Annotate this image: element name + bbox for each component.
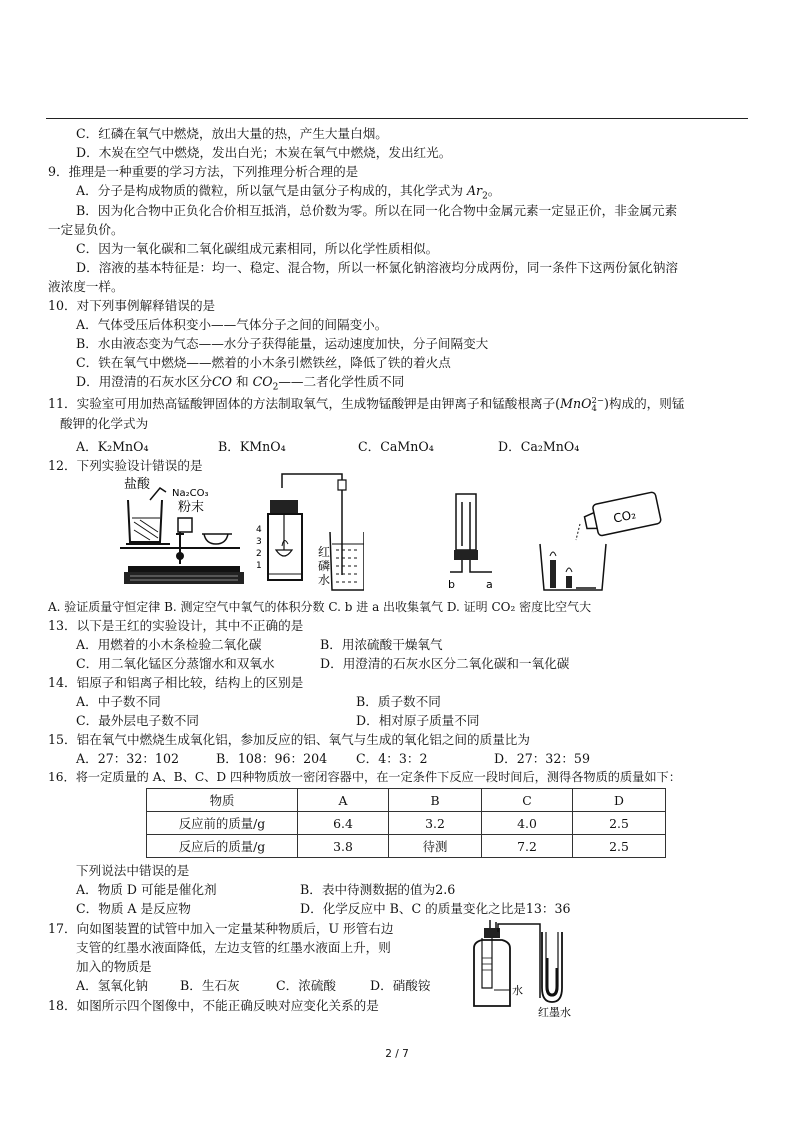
q13-option-a: A．用燃着的小木条检验二氧化碳 [76,637,262,652]
q17-option-b: B．生石灰 [180,978,240,993]
q11-stem-line2: 酸钾的化学式为 [60,416,149,431]
na2co3-label: Na₂CO₃ [172,488,209,499]
q17-stem-line2: 支管的红墨水液面降低，左边支管的红墨水液面上升，则 [76,940,391,955]
table-header-cell: A [298,789,389,812]
q14-option-b: B．质子数不同 [356,694,441,709]
mass-table [146,788,666,858]
mark-4: 4 [256,525,262,535]
q10-stem: 10．对下列事例解释错误的是 [48,298,216,313]
q12-figure-caption: A. 验证质量守恒定律 B. 测定空气中氧气的体积分数 C. b 进 a 出收集氧气 D. 证明 CO₂ 密度比空气大 [48,600,592,614]
q10d-and: 和 [232,374,253,389]
powder-label: 粉末 [178,500,205,515]
q16-option-c: C．物质 A 是反应物 [76,901,191,916]
table-cell: 待测 [389,835,482,858]
q10d-co2-sub: 2 [272,382,279,393]
table-cell: 反应前的质量/g [147,812,298,835]
q15-option-a: A．27：32：102 [76,751,179,766]
red-ink-label: 红墨水 [538,1006,571,1018]
q11-option-b: B．KMnO₄ [218,439,286,454]
q13-stem: 13．以下是王红的实验设计，其中不正确的是 [48,618,304,633]
q10d-co2: CO [252,374,273,389]
q17-option-a: A．氢氧化钠 [76,978,149,993]
q14-option-a: A．中子数不同 [76,694,161,709]
q11-ion-sub: 4 [591,403,597,414]
q17-stem-line3: 加入的物质是 [76,959,152,974]
q10-option-a: A．气体受压后体积变小——气体分子之间的间隔变小。 [76,317,388,332]
q16-option-a: A．物质 D 可能是催化剂 [76,882,217,897]
mark-2: 2 [256,549,262,559]
table-header-row [147,789,666,812]
q15-option-c: C．4：3：2 [356,751,428,766]
q18-stem: 18．如图所示四个图像中，不能正确反映对应变化关系的是 [48,998,379,1013]
q11-option-d: D．Ca₂MnO₄ [498,439,580,454]
q11-ion-sup: 2− [591,395,604,406]
co2-density-figure [536,480,666,595]
q10-option-c: C．铁在氧气中燃烧——燃着的小木条引燃铁丝，降低了铁的着火点 [76,355,451,370]
q9a-sub: 2 [482,191,488,202]
q11-option-a: A．K₂MnO₄ [76,439,149,454]
balance-figure [120,470,250,595]
q9-stem: 9．推理是一种重要的学习方法，下列推理分析合理的是 [48,164,359,179]
table-header-cell: D [573,789,666,812]
q16-sub-stem: 下列说法中错误的是 [76,863,190,878]
q11-stem-line1 [48,395,684,413]
q16-stem: 16．将一定质量的 A、B、C、D 四种物质放一密闭容器中，在一定条件下反应一段时间后，测得各物质的质量如下： [48,770,681,784]
a-label: a [486,578,493,591]
q15-option-b: B．108：96：204 [216,751,328,766]
q9-option-b-line2: 一定显负价。 [48,222,124,237]
table-cell: 反应后的质量/g [147,835,298,858]
oxygen-volume-figure [254,470,364,595]
table-cell: 6.4 [298,812,389,835]
hcl-label: 盐酸 [124,477,151,492]
table-row [147,835,666,858]
table-cell: 2.5 [573,835,666,858]
q9-option-c: C．因为一氧化碳和二氧化碳组成元素相同，所以化学性质相似。 [76,241,439,256]
table-cell: 4.0 [482,812,573,835]
page-number: 2 / 7 [385,1048,409,1060]
q12-stem: 12．下列实验设计错误的是 [48,458,203,473]
q10-option-b: B．水由液态变为气态——水分子获得能量，运动速度加快，分子间隔变大 [76,336,489,351]
q17-option-d: D．硝酸铵 [370,978,431,993]
co2-label: CO₂ [612,507,638,526]
table-cell: 3.8 [298,835,389,858]
q9-option-d-line2: 液浓度一样。 [48,279,124,294]
q10d-end: ——二者化学性质不同 [278,374,405,389]
water-label-b: 水 [318,573,331,587]
q11-text-end: )构成的，则锰 [603,396,685,411]
q13-option-c: C．用二氧化锰区分蒸馏水和双氧水 [76,656,275,671]
q11-option-c: C．CaMnO₄ [358,439,434,454]
q9a-text: A．分子是构成物质的微粒，所以氩气是由氩分子构成的，其化学式为 [76,183,463,198]
q17-stem-line1: 17．向如图装置的试管中加入一定量某种物质后，U 形管右边 [48,921,394,936]
q15-stem: 15．铝在氧气中燃烧生成氧化铝，参加反应的铝、氧气与生成的氧化铝之间的质量比为 [48,732,530,747]
mark-1: 1 [256,561,262,571]
q11-text: 11．实验室可用加热高锰酸钾固体的方法制取氧气，生成物锰酸钾是由钾离子和锰酸根离子( [48,396,561,411]
q15-option-d: D．27：32：59 [494,751,590,766]
u-tube-figure [464,918,594,1018]
table-cell: 3.2 [389,812,482,835]
q8-option-d: D．木炭在空气中燃烧，发出白光；木炭在氧气中燃烧，发出红光。 [76,145,452,160]
q17-option-c: C．浓硫酸 [276,978,337,993]
q11-ion: MnO [560,396,592,411]
table-header-cell: 物质 [147,789,298,812]
q14-option-d: D．相对原子质量不同 [356,713,480,728]
water-label-u: 水 [512,984,523,997]
q8-option-c: C．红磷在氧气中燃烧，放出大量的热，产生大量白烟。 [76,126,388,141]
table-row [147,812,666,835]
q10d-text: D．用澄清的石灰水区分 [76,374,213,389]
q10d-co: CO [212,374,233,389]
q9-option-b-line1: B．因为化合物中正负化合价相互抵消，总价数为零。所以在同一化合物中金属元素一定显正价，非金属元素 [76,203,678,218]
table-header-cell: C [482,789,573,812]
mark-3: 3 [256,537,262,547]
q14-option-c: C．最外层电子数不同 [76,713,199,728]
red-phosphorus-label-1: 红 [318,545,331,559]
q13-option-d: D．用澄清的石灰水区分二氧化碳和一氧化碳 [320,656,570,671]
q10-option-d [76,373,404,397]
q9a-end: 。 [487,183,501,198]
q14-stem: 14．铝原子和铝离子相比较，结构上的区别是 [48,675,304,690]
q9a-formula: Ar [466,183,483,198]
table-cell: 7.2 [482,835,573,858]
q16-option-d: D．化学反应中 B、C 的质量变化之比是13：36 [300,901,571,916]
q9-option-d-line1: D．溶液的基本特征是：均一、稳定、混合物，所以一杯氯化钠溶液均分成两份，同一条件下这两份氯化钠溶 [76,260,679,275]
table-header-cell: B [389,789,482,812]
gas-collection-figure [440,490,500,595]
header-rule [46,118,748,119]
table-cell: 2.5 [573,812,666,835]
q13-option-b: B．用浓硫酸干燥氧气 [320,637,443,652]
red-phosphorus-label-2: 磷 [318,559,331,573]
q16-option-b: B．表中待测数据的值为2.6 [300,882,456,897]
b-label: b [448,578,455,591]
